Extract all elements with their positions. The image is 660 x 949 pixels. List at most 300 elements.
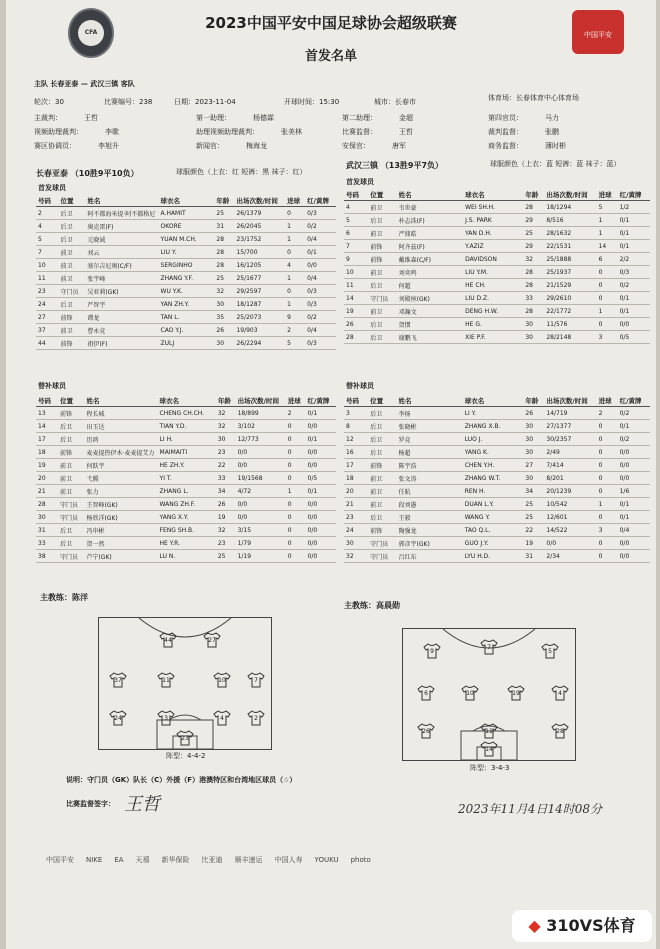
table-cell: 0 — [285, 207, 305, 220]
table-cell: ZHANG W.T. — [463, 472, 524, 485]
table-cell: 0 — [286, 498, 306, 511]
table-cell: 后卫 — [58, 233, 85, 246]
official-8 — [34, 142, 119, 151]
official-label: 第二助理： — [342, 114, 377, 122]
table-cell: 0/0 — [236, 511, 286, 524]
table-cell: 0/5 — [306, 472, 336, 485]
player-shirt-icon — [480, 639, 498, 655]
handwritten-date: 2023年11月4日14时08分 — [458, 802, 602, 816]
table-cell: DAVIDSON — [463, 253, 523, 266]
table-cell: 严鼎皓 — [397, 227, 464, 240]
table-cell: 后卫 — [58, 420, 84, 433]
table-cell: 守门员 — [58, 511, 84, 524]
column-header: 红/黄牌 — [306, 394, 336, 407]
away-coach-label: 主教练： — [344, 601, 376, 610]
official-label: 第一助理： — [196, 114, 231, 122]
player-shirt-icon — [109, 710, 127, 726]
city: 城市：长春市 — [374, 98, 416, 106]
player-number: 3 — [164, 715, 168, 722]
table-cell: 0/0 — [236, 446, 286, 459]
table-cell: 0/0 — [306, 550, 336, 563]
table-cell: 刘云 — [85, 246, 158, 259]
table-cell: 守门员 — [368, 537, 396, 550]
table-cell: 0/2 — [305, 311, 336, 324]
table-cell: 前卫 — [368, 201, 396, 214]
table-cell: 26 — [523, 407, 544, 420]
table-cell: 30 — [216, 433, 236, 446]
table-row — [36, 524, 336, 537]
table-cell: 1/2 — [618, 201, 650, 214]
table-row — [36, 407, 336, 420]
table-cell: 0/2 — [305, 220, 336, 233]
table-cell: 冯申彬 — [84, 524, 157, 537]
player-number: 4 — [220, 715, 224, 722]
table-cell: 28 — [523, 266, 544, 279]
table-cell: ZHANG X.B. — [463, 420, 524, 433]
table-cell: 王智峰(GK) — [84, 498, 157, 511]
table-cell: 1/19 — [236, 550, 286, 563]
table-cell: 28 — [344, 331, 368, 344]
sponsor-logo: 新华保险 — [161, 856, 190, 864]
table-cell: 0 — [286, 446, 306, 459]
table-cell: ZHANG L. — [158, 485, 216, 498]
table-cell: 前锋 — [58, 446, 84, 459]
player-number: 5 — [548, 648, 552, 655]
table-cell: TIAN Y.D. — [158, 420, 216, 433]
table-cell: 11 — [344, 279, 368, 292]
table-cell: 32 — [216, 420, 236, 433]
table-cell: 2/2 — [618, 253, 650, 266]
table-cell: 前卫 — [58, 324, 85, 337]
official-label: 新闻官： — [196, 142, 224, 150]
table-cell: 22/1531 — [544, 240, 596, 253]
table-cell: 28 — [214, 246, 234, 259]
table-cell: J.S. PARK — [463, 214, 523, 227]
table-cell: 前卫 — [58, 246, 85, 259]
column-header: 姓名 — [397, 394, 463, 407]
table-cell: 守门员 — [58, 498, 84, 511]
table-row — [344, 537, 650, 550]
table-cell: 9 — [344, 253, 368, 266]
table-cell: 30 — [214, 298, 234, 311]
table-cell: 前卫 — [368, 266, 396, 279]
table-cell: 守门员 — [368, 292, 396, 305]
table-row — [344, 318, 650, 331]
table-cell: 0/3 — [305, 337, 336, 350]
table-cell: 28 — [523, 305, 544, 318]
official-label: 安保官： — [342, 142, 370, 150]
sponsor-logo: 顺丰速运 — [234, 856, 263, 864]
table-row — [344, 485, 650, 498]
table-cell: 32 — [216, 524, 236, 537]
table-cell: 18/1287 — [234, 298, 285, 311]
table-cell: 守门员 — [58, 285, 85, 298]
official-label: 第四官员： — [488, 114, 523, 122]
table-cell: 0 — [597, 485, 618, 498]
table-cell: 12 — [344, 433, 368, 446]
table-cell: 20/1239 — [544, 485, 596, 498]
table-cell: 后卫 — [58, 433, 84, 446]
table-cell: 后卫 — [58, 298, 85, 311]
table-cell: 后卫 — [368, 433, 396, 446]
table-cell: 11 — [36, 272, 58, 285]
table-cell: 1 — [597, 227, 618, 240]
table-cell: 吕红东 — [397, 550, 463, 563]
table-cell: 邓瀚文 — [397, 305, 464, 318]
table-cell: 杨欣洋(GK) — [84, 511, 157, 524]
table-cell: 王毅 — [397, 511, 463, 524]
home-formation: 阵型：4-4-2 — [166, 752, 206, 760]
column-header: 姓名 — [84, 394, 157, 407]
table-cell: 0/0 — [236, 459, 286, 472]
table-cell: 32 — [344, 550, 368, 563]
home-team-label: 长春亚泰 （10胜9平10负） — [36, 169, 139, 178]
table-row — [344, 279, 650, 292]
table-row — [36, 433, 336, 446]
away-team-label: 武汉三镇 （13胜9平7负） — [346, 161, 444, 170]
table-cell: 19 — [36, 459, 58, 472]
home-starters-table — [36, 194, 336, 350]
table-cell: 元晓诚 — [85, 233, 158, 246]
table-cell: 21 — [36, 485, 58, 498]
column-header: 球衣名 — [463, 188, 523, 201]
table-cell: 前卫 — [368, 227, 396, 240]
table-cell: WEI SH.H. — [463, 201, 523, 214]
table-cell: 贺惯 — [397, 318, 464, 331]
table-cell: GUO J.Y. — [463, 537, 524, 550]
home-coach-label: 主教练： — [40, 593, 72, 602]
table-cell: 0/0 — [544, 537, 596, 550]
table-cell: 5 — [285, 337, 305, 350]
table-cell: 38 — [36, 550, 58, 563]
table-cell: 刘奕鸣 — [397, 266, 464, 279]
table-row — [36, 550, 336, 563]
table-cell: 14/522 — [544, 524, 596, 537]
table-row — [36, 246, 336, 259]
table-row — [36, 233, 336, 246]
table-cell: 后卫 — [58, 207, 85, 220]
table-cell: 29/2597 — [234, 285, 285, 298]
table-cell: 16 — [344, 446, 368, 459]
table-row — [344, 459, 650, 472]
table-cell: 5 — [344, 214, 368, 227]
table-cell: 朴志洙(F) — [397, 214, 464, 227]
table-cell: 25 — [214, 207, 234, 220]
table-cell: 前卫 — [368, 305, 396, 318]
table-cell: REN H. — [463, 485, 524, 498]
page-title: 2023中国平安中国足球协会超级联赛 — [205, 14, 457, 32]
table-cell: 44 — [36, 337, 58, 350]
table-cell: 7 — [344, 240, 368, 253]
home-kit-label: 球服颜色（上衣：红 短裤：黑 袜子：红） — [176, 168, 307, 176]
table-cell: 0/0 — [618, 550, 650, 563]
table-cell: 曹永竞 — [85, 324, 158, 337]
table-cell: 30 — [523, 446, 544, 459]
table-cell: 1 — [285, 220, 305, 233]
table-cell: 0 — [597, 511, 618, 524]
table-row — [344, 511, 650, 524]
player-shirt-icon — [176, 730, 194, 746]
official-name: 唐军 — [392, 142, 406, 150]
player-number: 4 — [558, 690, 562, 697]
watermark-text: 310VS体育 — [546, 916, 636, 935]
official-name: 李旭升 — [98, 142, 119, 150]
table-cell: 10/542 — [544, 498, 596, 511]
table-cell: 0/1 — [618, 292, 650, 305]
table-cell: 后卫 — [368, 511, 396, 524]
table-cell: 27 — [523, 459, 544, 472]
column-header: 出场次数/时间 — [544, 188, 596, 201]
player-number: 7 — [487, 644, 491, 651]
table-cell: 32 — [214, 285, 234, 298]
table-cell: 25/2073 — [234, 311, 285, 324]
table-cell: 12/773 — [236, 433, 286, 446]
table-cell: 郭彦宇(GK) — [397, 537, 463, 550]
table-cell: HE Y.R. — [158, 537, 216, 550]
table-cell: 0 — [597, 433, 618, 446]
sponsor-logo: EA — [114, 856, 124, 864]
table-cell: 19/903 — [234, 324, 285, 337]
player-number: 10 — [466, 690, 474, 697]
table-cell: 前锋 — [368, 459, 396, 472]
table-row — [36, 298, 336, 311]
table-cell: 27/1377 — [544, 420, 596, 433]
table-cell: 31 — [36, 524, 58, 537]
table-cell: 前卫 — [368, 472, 396, 485]
player-shirt-icon — [247, 710, 265, 726]
column-header: 出场次数/时间 — [236, 394, 286, 407]
table-cell: 33 — [36, 537, 58, 550]
table-cell: 何跃宇 — [84, 459, 157, 472]
table-cell: CAO Y.J. — [159, 324, 215, 337]
table-cell: 后卫 — [368, 318, 396, 331]
official-name: 张美林 — [281, 128, 302, 136]
table-cell: 0/1 — [306, 485, 336, 498]
table-cell: 0/1 — [306, 433, 336, 446]
official-label: 赛区协调员： — [34, 142, 76, 150]
official-1 — [196, 114, 274, 123]
table-cell: Y.AZIZ — [463, 240, 523, 253]
table-cell: 0/0 — [306, 537, 336, 550]
table-cell: 33 — [216, 472, 236, 485]
table-cell: 0 — [597, 266, 618, 279]
table-cell: 罗竞 — [397, 433, 463, 446]
table-cell: 13 — [36, 407, 58, 420]
column-header: 进球 — [285, 194, 305, 207]
player-shirt-icon — [480, 741, 498, 757]
official-name: 王哲 — [84, 114, 98, 122]
table-cell: 24 — [344, 524, 368, 537]
venue: 体育场：长春体育中心体育场 — [488, 94, 579, 102]
official-10 — [342, 142, 406, 151]
column-header: 出场次数/时间 — [544, 394, 596, 407]
table-cell: WANG Y. — [463, 511, 524, 524]
legend-note: 说明：守门员（GK）队长（C）外援（F）港澳特区和台湾地区球员（☆） — [66, 776, 297, 784]
table-header-row — [36, 194, 336, 207]
table-cell: 奥克雷(F) — [85, 220, 158, 233]
table-cell: 25 — [523, 498, 544, 511]
column-header: 姓名 — [85, 194, 158, 207]
table-cell: 26 — [216, 498, 236, 511]
table-cell: 28 — [36, 498, 58, 511]
column-header: 红/黄牌 — [305, 194, 336, 207]
table-cell: 23 — [216, 537, 236, 550]
table-row — [36, 472, 336, 485]
sponsor-strip — [46, 855, 646, 865]
official-name: 李歌 — [105, 128, 119, 136]
table-cell: 前锋 — [368, 240, 396, 253]
table-cell: 28/2148 — [544, 331, 596, 344]
home-starters-heading: 首发球员 — [38, 184, 66, 192]
table-cell: 0/4 — [305, 324, 336, 337]
table-cell: 阿齐兹(F) — [397, 240, 464, 253]
table-row — [36, 259, 336, 272]
table-cell: 30/2357 — [544, 433, 596, 446]
table-cell: 0 — [597, 472, 618, 485]
table-cell: ZULJ — [159, 337, 215, 350]
table-cell: 27 — [36, 311, 58, 324]
column-header: 球衣名 — [159, 194, 215, 207]
table-cell: 0/3 — [618, 266, 650, 279]
home-coach — [40, 592, 88, 603]
table-cell: DUAN L.Y. — [463, 498, 524, 511]
table-cell: 0/0 — [618, 472, 650, 485]
table-cell: 3/15 — [236, 524, 286, 537]
table-cell: 0/1 — [305, 246, 336, 259]
table-cell: 35 — [214, 311, 234, 324]
table-cell: 23 — [36, 285, 58, 298]
table-cell: 0/0 — [305, 259, 336, 272]
ping-an-logo-text: 中国平安 — [584, 31, 612, 39]
table-cell: DENG H.W. — [463, 305, 523, 318]
table-cell: FENG SH.B. — [158, 524, 216, 537]
table-cell: 1/6 — [618, 485, 650, 498]
table-cell: 2 — [36, 207, 58, 220]
table-row — [36, 498, 336, 511]
sponsor-logo: NIKE — [86, 856, 103, 864]
table-cell: YI T. — [158, 472, 216, 485]
table-cell: 田玉达 — [84, 420, 157, 433]
table-cell: 9 — [285, 311, 305, 324]
lineup-sheet — [6, 0, 656, 949]
table-cell: 3 — [344, 407, 368, 420]
table-row — [344, 433, 650, 446]
table-cell: 麦麦提热伊木·麦麦提艾力 — [84, 446, 157, 459]
table-cell: 0 — [597, 318, 618, 331]
table-cell: 0 — [597, 292, 618, 305]
table-cell: 后卫 — [58, 524, 84, 537]
player-number: 44 — [164, 637, 172, 644]
table-cell: 0 — [286, 511, 306, 524]
table-row — [36, 537, 336, 550]
table-cell: 李扬 — [397, 407, 463, 420]
table-cell: 1 — [286, 485, 306, 498]
column-header: 号码 — [344, 188, 368, 201]
table-cell: 0/4 — [618, 524, 650, 537]
column-header: 红/黄牌 — [618, 394, 650, 407]
table-cell: 1/79 — [236, 537, 286, 550]
table-cell: YAN ZH.Y. — [159, 298, 215, 311]
table-cell: 1 — [597, 305, 618, 318]
table-cell: 前锋 — [58, 337, 85, 350]
player-number: 37 — [114, 677, 122, 684]
table-row — [344, 201, 650, 214]
table-cell: 0/3 — [305, 207, 336, 220]
table-cell: 33 — [523, 292, 544, 305]
table-cell: 16/1205 — [234, 259, 285, 272]
table-cell: 0/0 — [618, 318, 650, 331]
table-header-row — [344, 394, 650, 407]
table-cell: WU Y.K. — [159, 285, 215, 298]
table-cell: 前卫 — [368, 498, 396, 511]
table-cell: 0 — [597, 537, 618, 550]
column-header: 年龄 — [523, 394, 544, 407]
table-cell: 塞尔吉尼奥(C/F) — [85, 259, 158, 272]
table-row — [344, 214, 650, 227]
table-cell: 0 — [286, 459, 306, 472]
table-cell: 0 — [597, 420, 618, 433]
table-cell: 0 — [286, 420, 306, 433]
table-cell: 弋腾 — [84, 472, 157, 485]
table-cell: 7 — [36, 246, 58, 259]
table-cell: SERGINHO — [159, 259, 215, 272]
table-cell: 26 — [344, 318, 368, 331]
sponsor-logo: 中国平安 — [46, 856, 74, 864]
table-cell: 陈宇浩 — [397, 459, 463, 472]
column-header: 年龄 — [523, 188, 544, 201]
sponsor-logo: 中国人寿 — [274, 856, 303, 864]
away-subs-heading: 替补球员 — [346, 382, 374, 390]
table-row — [344, 253, 650, 266]
table-cell: 5 — [36, 233, 58, 246]
table-cell: 4 — [344, 201, 368, 214]
table-row — [344, 240, 650, 253]
sponsor-logo: photo — [350, 856, 371, 864]
table-cell: 25 — [216, 550, 236, 563]
player-number: 11 — [162, 677, 170, 684]
player-shirt-icon — [541, 643, 559, 659]
table-cell: 30 — [344, 537, 368, 550]
home-subs-heading: 替补球员 — [38, 382, 66, 390]
table-cell: 0 — [597, 446, 618, 459]
table-cell: 25 — [214, 272, 234, 285]
table-cell: 12/601 — [544, 511, 596, 524]
table-cell: 3 — [597, 331, 618, 344]
table-cell: LI Y. — [463, 407, 524, 420]
table-cell: 7/414 — [544, 459, 596, 472]
table-cell: 20 — [36, 472, 58, 485]
table-cell: 2/49 — [544, 446, 596, 459]
table-cell: 0 — [286, 550, 306, 563]
table-row — [344, 292, 650, 305]
official-label: 比赛监督： — [342, 128, 377, 136]
table-cell: 14/719 — [544, 407, 596, 420]
table-row — [344, 550, 650, 563]
table-row — [36, 207, 336, 220]
table-cell: 后卫 — [368, 407, 396, 420]
table-cell: 3 — [597, 524, 618, 537]
player-shirt-icon — [157, 672, 175, 688]
table-cell: 0/4 — [305, 272, 336, 285]
table-cell: YANG K. — [463, 446, 524, 459]
supervisor-signature: 王哲 — [124, 794, 160, 815]
column-header: 位置 — [368, 188, 396, 201]
table-row — [36, 485, 336, 498]
away-starters-table — [344, 188, 650, 344]
table-cell: 6 — [344, 227, 368, 240]
table-cell: 0/0 — [306, 498, 336, 511]
player-shirt-icon — [247, 672, 265, 688]
